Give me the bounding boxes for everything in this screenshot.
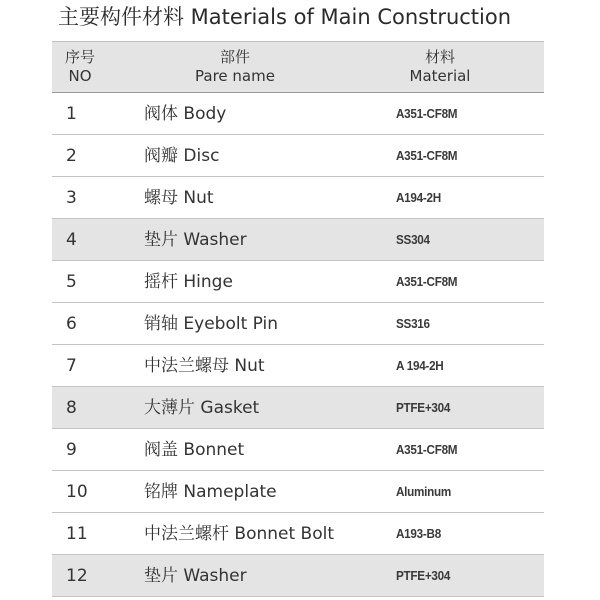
- table-row: [52, 219, 544, 261]
- table-row: [52, 555, 544, 597]
- header-no: [52, 48, 108, 86]
- part-name: 阀瓣 Disc: [144, 146, 220, 166]
- part-name: 销轴 Eyebolt Pin: [144, 314, 279, 334]
- row-number: 2: [66, 146, 77, 166]
- material: A193-B8: [396, 526, 441, 541]
- row-number: 8: [66, 398, 77, 418]
- row-number: 7: [66, 356, 77, 376]
- header-part-name: [168, 48, 302, 86]
- header-material-cn: 材料: [424, 48, 455, 66]
- part-name: 阀盖 Bonnet: [144, 440, 245, 460]
- part-name: 中法兰螺母 Nut: [144, 356, 265, 376]
- part-name: 阀体 Body: [144, 104, 227, 124]
- table-row: [52, 93, 544, 135]
- row-number: 4: [66, 230, 77, 250]
- header-part-en: Pare name: [195, 67, 275, 85]
- row-number: 5: [66, 272, 77, 292]
- page-title: 主要构件材料 Materials of Main Construction: [58, 5, 512, 29]
- part-name: 中法兰螺杆 Bonnet Bolt: [144, 524, 334, 544]
- table-row: [52, 513, 544, 555]
- row-number: 11: [66, 524, 88, 544]
- row-number: 1: [66, 104, 77, 124]
- part-name: 摇杆 Hinge: [144, 272, 233, 292]
- row-number: 10: [66, 482, 88, 502]
- part-name: 大薄片 Gasket: [144, 398, 260, 418]
- material: Aluminum: [396, 484, 452, 499]
- materials-table: [52, 41, 544, 597]
- material: A351-CF8M: [396, 148, 458, 163]
- header-material-en: Material: [409, 67, 471, 85]
- table-row: [52, 303, 544, 345]
- material: A 194-2H: [396, 358, 444, 373]
- table-header: [52, 41, 544, 93]
- material: A351-CF8M: [396, 106, 458, 121]
- part-name: 垫片 Washer: [144, 230, 247, 250]
- header-material: [378, 48, 502, 86]
- row-number: 6: [66, 314, 77, 334]
- part-name: 铭牌 Nameplate: [144, 482, 277, 502]
- table-body: [52, 93, 544, 597]
- material: A194-2H: [396, 190, 441, 205]
- row-number: 12: [66, 566, 88, 586]
- table-row: [52, 135, 544, 177]
- table-row: [52, 345, 544, 387]
- row-number: 3: [66, 188, 77, 208]
- table-row: [52, 177, 544, 219]
- table-row: [52, 261, 544, 303]
- material: PTFE+304: [396, 400, 451, 415]
- material: SS304: [396, 232, 430, 247]
- material: A351-CF8M: [396, 274, 458, 289]
- header-no-cn: 序号: [64, 48, 95, 66]
- material: A351-CF8M: [396, 442, 458, 457]
- part-name: 螺母 Nut: [144, 188, 214, 208]
- table-row: [52, 429, 544, 471]
- table-row: [52, 471, 544, 513]
- material: PTFE+304: [396, 568, 451, 583]
- row-number: 9: [66, 440, 77, 460]
- table-row: [52, 387, 544, 429]
- header-no-en: NO: [68, 67, 92, 85]
- header-part-cn: 部件: [219, 48, 250, 66]
- part-name: 垫片 Washer: [144, 566, 247, 586]
- material: SS316: [396, 316, 430, 331]
